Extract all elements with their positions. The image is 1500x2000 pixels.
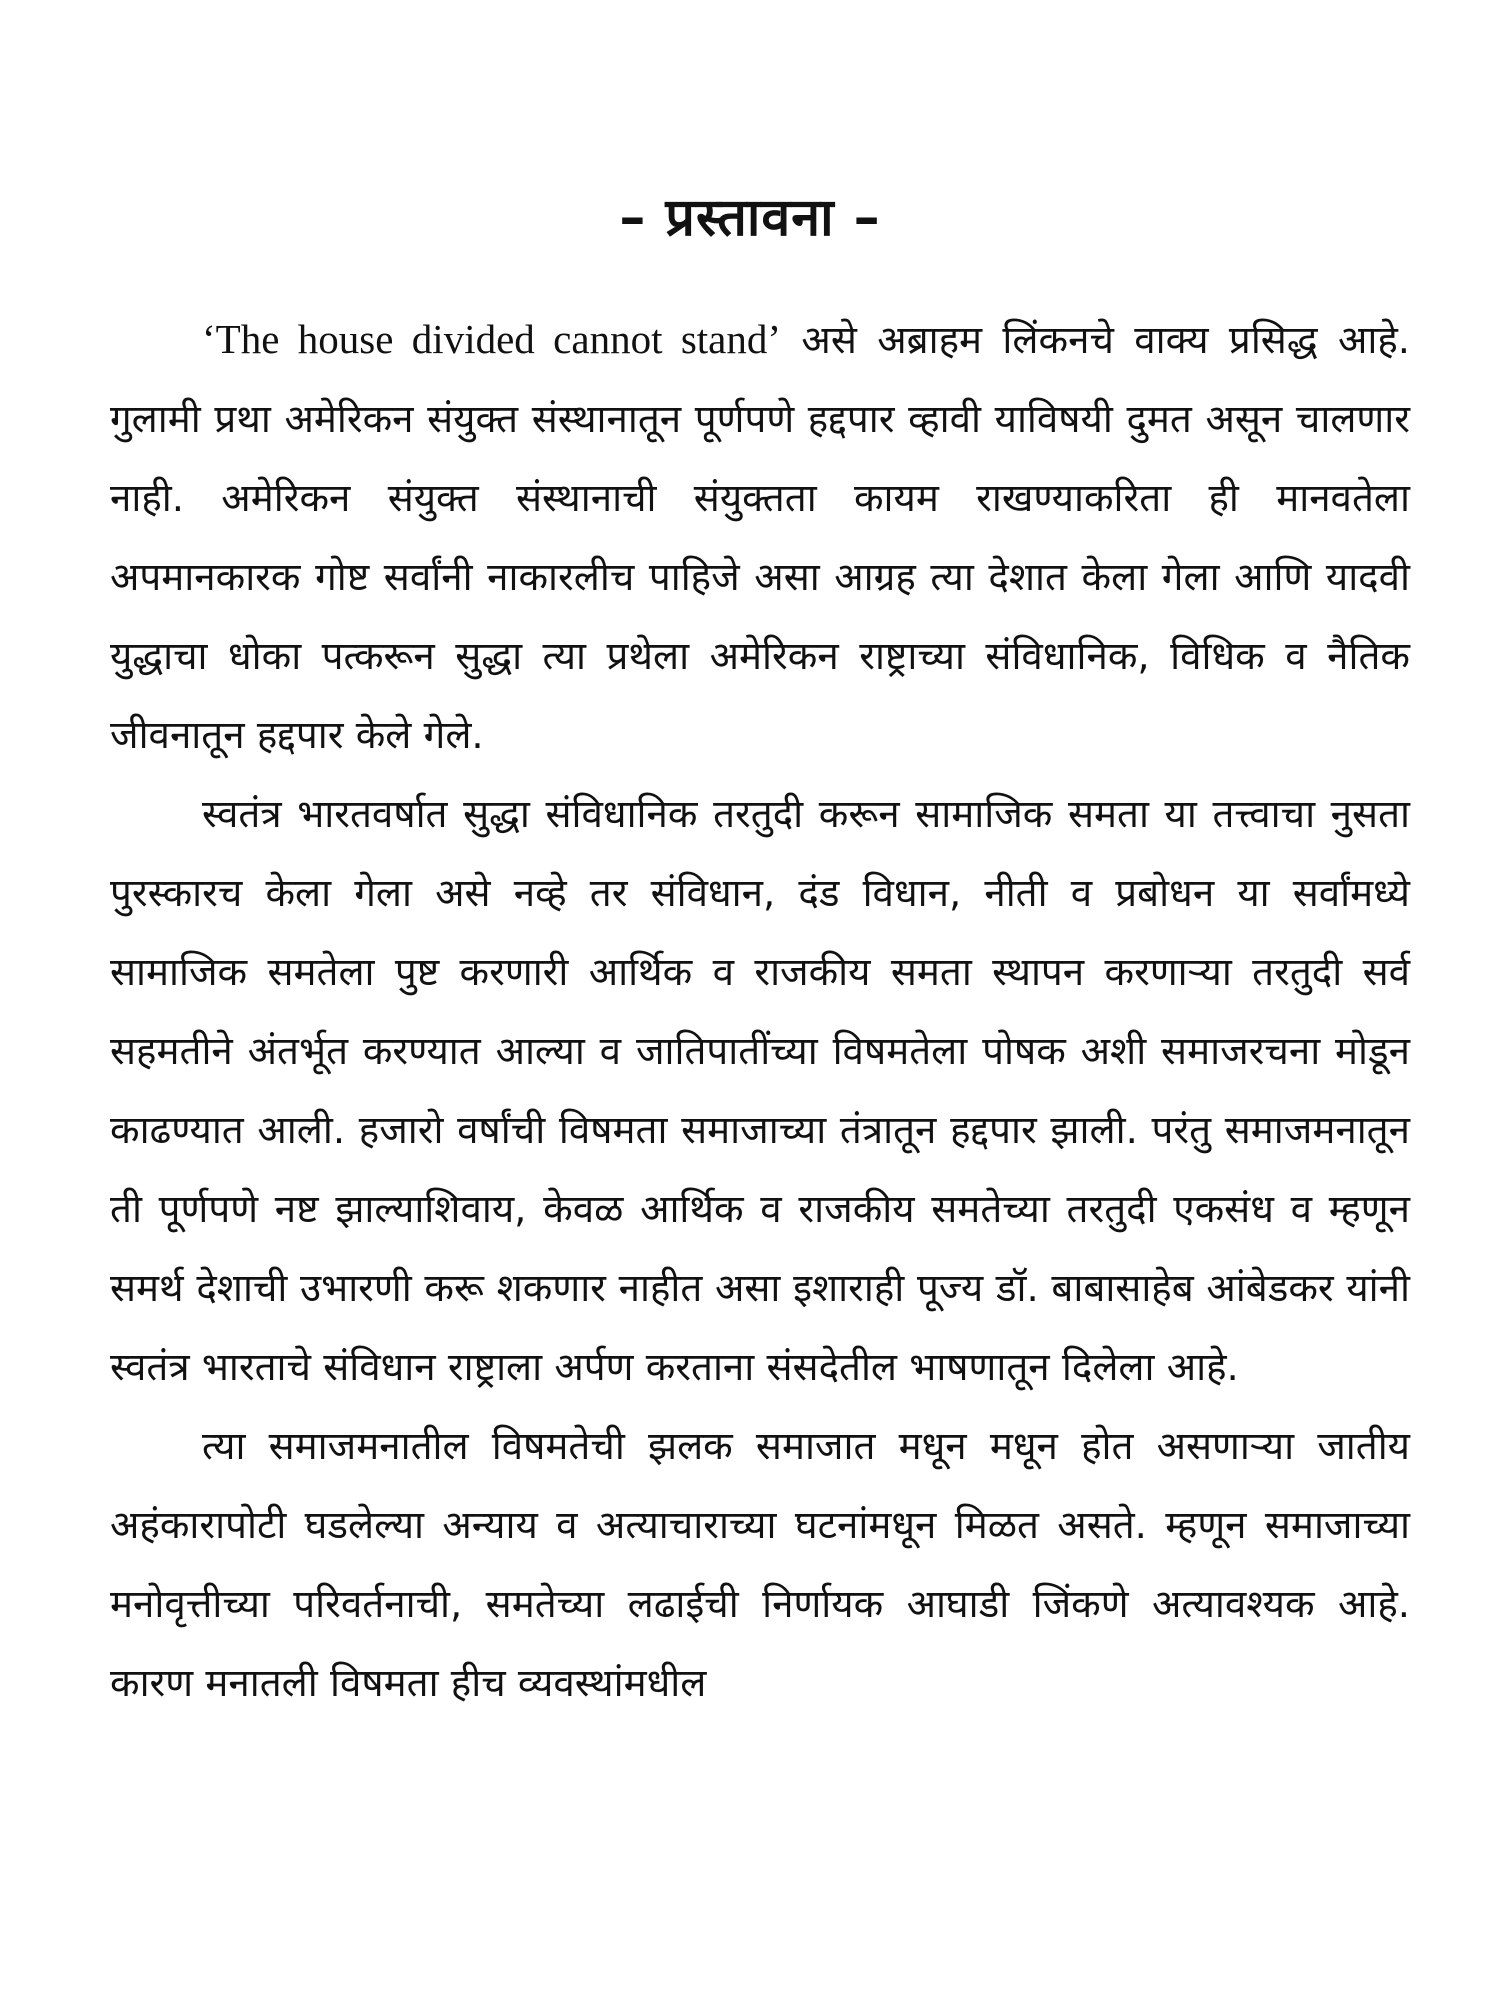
paragraph-3: त्या समाजमनातील विषमतेची झलक समाजात मधून मधून होत असणाऱ्या जातीय अहंकारापोटी घडलेल्या अन्याय व अत्याचाराच्या घटनांमधून मिळत असते. म्हणून समाजाच्या मनोवृत्तीच्या परिवर्तनाची, समतेच्या लढाईची निर्णायक आघाडी जिंकणे अत्यावश्यक आहे. कारण मनातली विषमता हीच व्यवस्थांमधील <box>110 1424 1410 1706</box>
page-title: – प्रस्तावना – <box>619 188 881 248</box>
body-text <box>110 300 1410 1723</box>
paragraph-1 <box>110 300 1410 775</box>
paragraph-2: स्वतंत्र भारतवर्षात सुद्धा संविधानिक तरतुदी करून सामाजिक समता या तत्त्वाचा नुसता पुरस्कारच केला गेला असे नव्हे तर संविधान, दंड विधान, नीती व प्रबोधन या सर्वांमध्ये सामाजिक समतेला पुष्ट करणारी आर्थिक व राजकीय समता स्थापन करणाऱ्या तरतुदी सर्व सहमतीने अंतर्भूत करण्यात आल्या व जातिपातींच्या विषमतेला पोषक अशी समाजरचना मोडून काढण्यात आली. हजारो वर्षांची विषमता समाजाच्या तंत्रातून हद्दपार झाली. परंतु समाजमनातून ती पूर्णपणे नष्ट झाल्याशिवाय, केवळ आर्थिक व राजकीय समतेच्या तरतुदी एकसंध व म्हणून समर्थ देशाची उभारणी करू शकणार नाहीत असा इशाराही पूज्य डॉ. बाबासाहेब आंबेडकर यांनी स्वतंत्र भारताचे संविधान राष्ट्राला अर्पण करताना संसदेतील भाषणातून दिलेला आहे. <box>110 792 1410 1390</box>
english-quote: ‘The house divided cannot stand’ <box>202 316 782 362</box>
paragraph-1-text: असे अब्राहम लिंकनचे वाक्य प्रसिद्ध आहे. गुलामी प्रथा अमेरिकन संयुक्त संस्थानातून पूर्णपणे हद्दपार व्हावी याविषयी दुमत असून चालणार नाही. अमेरिकन संयुक्त संस्थानाची संयुक्तता कायम राखण्याकरिता ही मानवतेला अपमानकारक गोष्ट सर्वांनी नाकारलीच पाहिजे असा आग्रह त्या देशात केला गेला आणि यादवी युद्धाचा धोका पत्करून सुद्धा त्या प्रथेला अमेरिकन राष्ट्राच्या संविधानिक, विधिक व नैतिक जीवनातून हद्दपार केले गेले. <box>110 318 1410 758</box>
